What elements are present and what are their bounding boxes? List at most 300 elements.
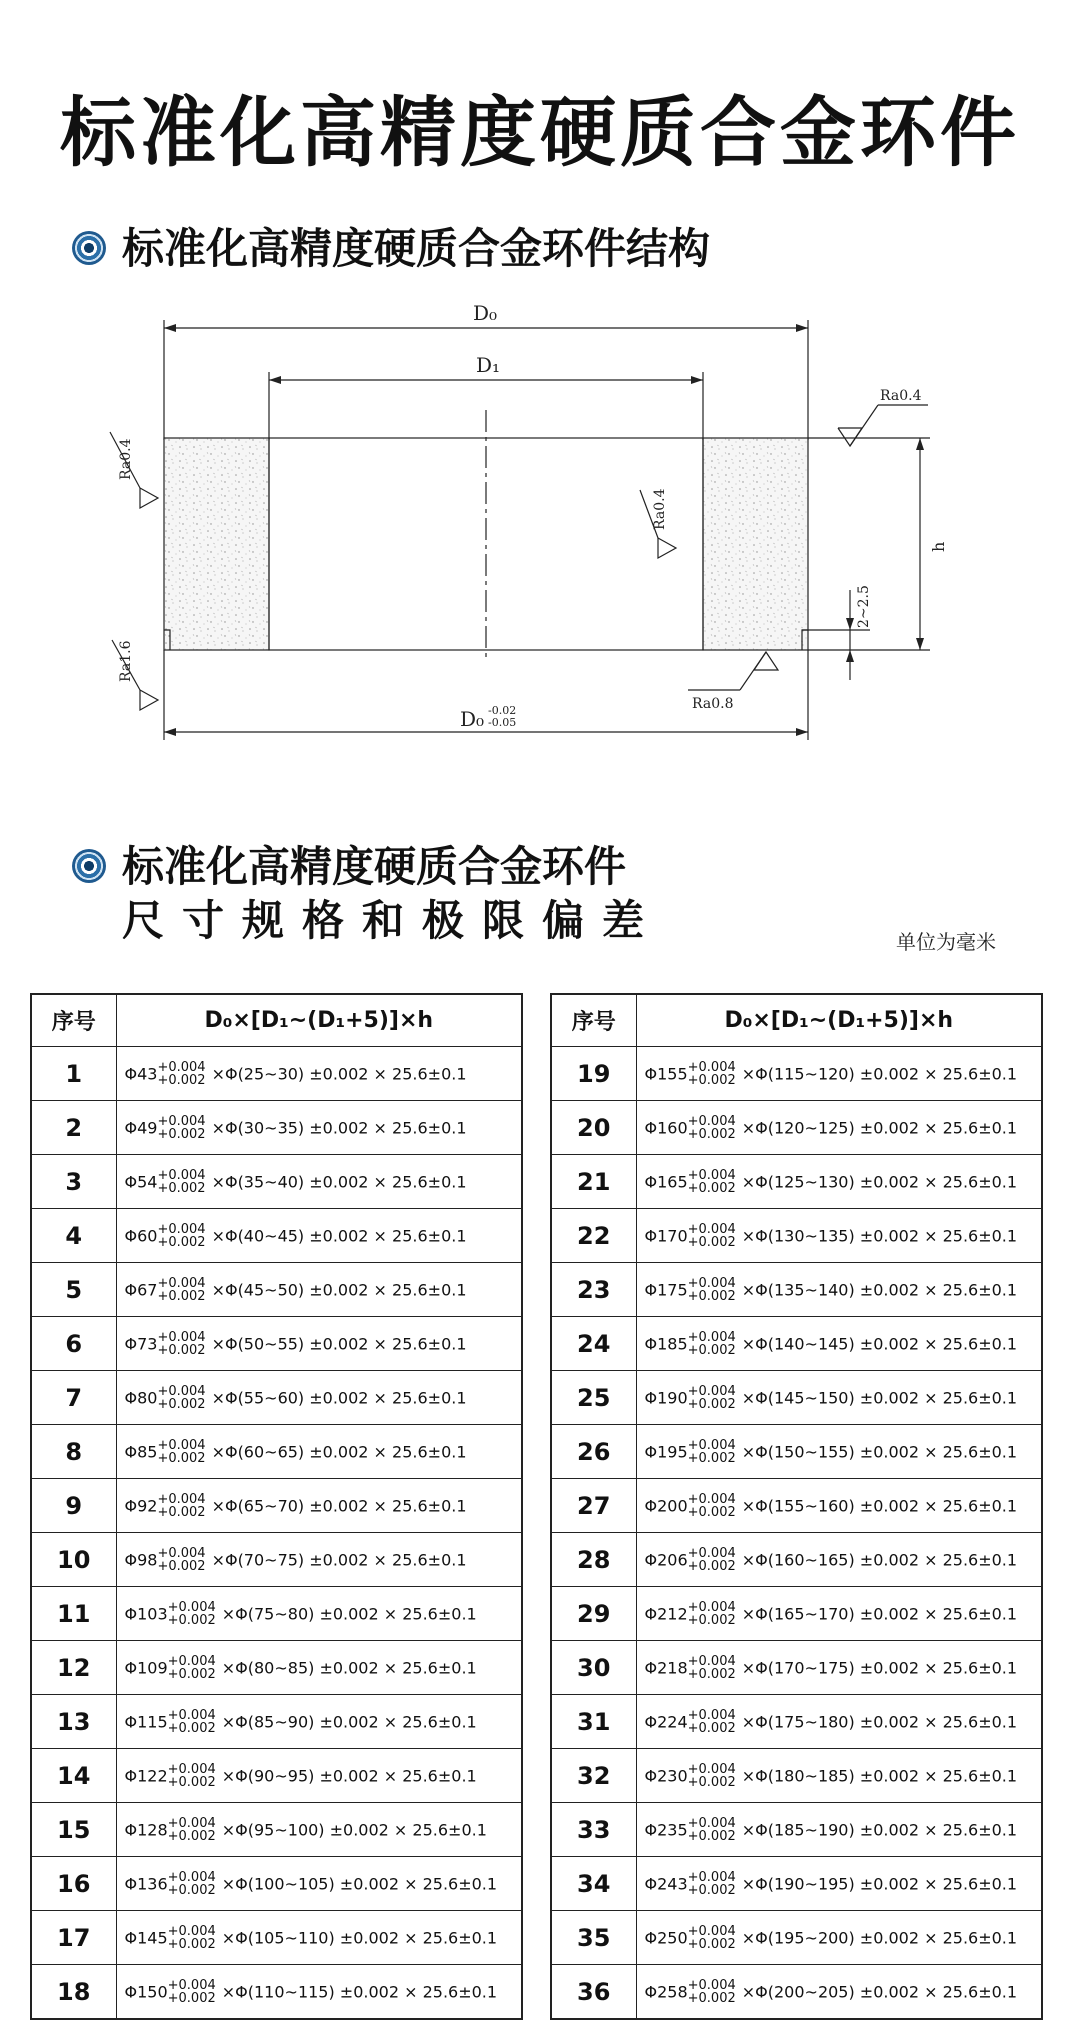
- ra-left-top: Ra0.4: [118, 438, 134, 480]
- step-label: 2~2.5: [856, 585, 872, 628]
- row-number: 10: [31, 1533, 116, 1587]
- tol-lower: +0.002: [157, 1342, 206, 1358]
- row-d0: Φ165: [644, 1172, 688, 1191]
- row-d0: Φ235: [644, 1820, 688, 1839]
- tol-lower: +0.002: [157, 1288, 206, 1304]
- row-number: 12: [31, 1641, 116, 1695]
- row-d0: Φ49: [124, 1118, 158, 1137]
- h-label: h: [929, 541, 948, 552]
- tol-lower: +0.002: [167, 1774, 216, 1790]
- table-row: [551, 1047, 1042, 1101]
- tol-upper: +0.004: [687, 1761, 736, 1777]
- row-spec-rest: ×Φ(180~185) ±0.002 × 25.6±0.1: [741, 1766, 1018, 1785]
- tol-lower: +0.002: [687, 1990, 736, 2006]
- table-row: [31, 1641, 522, 1695]
- tol-upper: +0.004: [687, 1977, 736, 1993]
- row-number: 6: [31, 1317, 116, 1371]
- tol-upper: +0.004: [157, 1221, 206, 1237]
- table-row: [31, 1209, 522, 1263]
- row-d0: Φ60: [124, 1226, 158, 1245]
- tol-upper: +0.004: [157, 1545, 206, 1561]
- row-spec-rest: ×Φ(80~85) ±0.002 × 25.6±0.1: [221, 1658, 477, 1677]
- tol-upper: +0.004: [167, 1869, 216, 1885]
- tol-lower: +0.002: [687, 1342, 736, 1358]
- table-row: [551, 1101, 1042, 1155]
- target-bullet-icon: [72, 849, 106, 883]
- row-d0: Φ230: [644, 1766, 688, 1785]
- row-d0: Φ170: [644, 1226, 688, 1245]
- d0-label: D₀: [473, 301, 498, 325]
- tol-upper: +0.004: [687, 1383, 736, 1399]
- tol-lower: +0.002: [687, 1612, 736, 1628]
- row-number: 27: [551, 1479, 636, 1533]
- row-d0-tolerance: [688, 1601, 736, 1627]
- row-spec: [636, 1047, 1042, 1101]
- row-number: 16: [31, 1857, 116, 1911]
- row-d0-tolerance: [168, 1925, 216, 1951]
- tol-upper: +0.004: [687, 1707, 736, 1723]
- tol-lower: +0.002: [157, 1558, 206, 1574]
- row-spec-rest: ×Φ(45~50) ±0.002 × 25.6±0.1: [211, 1280, 467, 1299]
- table-row: [551, 1857, 1042, 1911]
- table-row: [551, 1371, 1042, 1425]
- row-number: 32: [551, 1749, 636, 1803]
- row-spec-rest: ×Φ(90~95) ±0.002 × 25.6±0.1: [221, 1766, 477, 1785]
- tol-lower: +0.002: [687, 1288, 736, 1304]
- tol-lower: +0.002: [687, 1666, 736, 1682]
- row-d0: Φ224: [644, 1712, 688, 1731]
- table-row: [31, 1425, 522, 1479]
- tol-lower: +0.002: [167, 1882, 216, 1898]
- row-d0-tolerance: [157, 1169, 205, 1195]
- table-row: [31, 1911, 522, 1965]
- tol-lower: +0.002: [167, 1936, 216, 1952]
- tol-upper: +0.004: [167, 1815, 216, 1831]
- table-row: [31, 1317, 522, 1371]
- row-spec-rest: ×Φ(100~105) ±0.002 × 25.6±0.1: [221, 1874, 498, 1893]
- row-number: 15: [31, 1803, 116, 1857]
- table-row: [551, 1533, 1042, 1587]
- row-d0-tolerance: [688, 1547, 736, 1573]
- row-d0: Φ190: [644, 1388, 688, 1407]
- row-d0-tolerance: [168, 1601, 216, 1627]
- row-d0: Φ92: [124, 1496, 158, 1515]
- row-d0: Φ43: [124, 1064, 158, 1083]
- tol-lower: +0.002: [167, 1612, 216, 1628]
- row-d0-tolerance: [157, 1061, 205, 1087]
- d0-bottom-tol-upper: -0.02: [488, 704, 517, 717]
- row-d0: Φ243: [644, 1874, 688, 1893]
- tol-upper: +0.004: [687, 1923, 736, 1939]
- row-spec: [636, 1965, 1042, 2020]
- unit-note: 单位为毫米: [896, 930, 996, 954]
- row-spec: [636, 1155, 1042, 1209]
- table-row: [551, 1641, 1042, 1695]
- tol-lower: +0.002: [687, 1180, 736, 1196]
- row-spec: [116, 1047, 522, 1101]
- table-row: [31, 1479, 522, 1533]
- tol-upper: +0.004: [687, 1599, 736, 1615]
- row-spec: [116, 1263, 522, 1317]
- row-d0-tolerance: [157, 1277, 205, 1303]
- row-spec-rest: ×Φ(145~150) ±0.002 × 25.6±0.1: [741, 1388, 1018, 1407]
- row-d0: Φ109: [124, 1658, 168, 1677]
- row-spec: [116, 1371, 522, 1425]
- table-row: [551, 1803, 1042, 1857]
- row-d0: Φ122: [124, 1766, 168, 1785]
- tol-lower: +0.002: [167, 1828, 216, 1844]
- row-d0-tolerance: [688, 1277, 736, 1303]
- row-number: 5: [31, 1263, 116, 1317]
- row-number: 28: [551, 1533, 636, 1587]
- tol-upper: +0.004: [167, 1977, 216, 1993]
- tol-lower: +0.002: [157, 1072, 206, 1088]
- row-number: 26: [551, 1425, 636, 1479]
- row-spec-rest: ×Φ(200~205) ±0.002 × 25.6±0.1: [741, 1982, 1018, 2001]
- row-spec: [636, 1209, 1042, 1263]
- header-no: 序号: [31, 994, 116, 1047]
- table-row: [31, 1695, 522, 1749]
- table-row: [551, 1155, 1042, 1209]
- section-structure-title: 标准化高精度硬质合金环件结构: [122, 224, 711, 273]
- row-spec-rest: ×Φ(35~40) ±0.002 × 25.6±0.1: [211, 1172, 467, 1191]
- table-row: [551, 1479, 1042, 1533]
- row-number: 21: [551, 1155, 636, 1209]
- tol-lower: +0.002: [687, 1234, 736, 1250]
- row-spec: [636, 1479, 1042, 1533]
- ra-left-bottom: Ra1.6: [118, 640, 134, 682]
- tol-lower: +0.002: [167, 1666, 216, 1682]
- table-row: [551, 1587, 1042, 1641]
- row-number: 33: [551, 1803, 636, 1857]
- section-spec-title-line1: 标准化高精度硬质合金环件: [122, 842, 627, 891]
- row-number: 13: [31, 1695, 116, 1749]
- row-spec: [116, 1695, 522, 1749]
- row-spec-rest: ×Φ(85~90) ±0.002 × 25.6±0.1: [221, 1712, 477, 1731]
- ra-inner: Ra0.4: [652, 488, 668, 530]
- table-row: [31, 1749, 522, 1803]
- row-d0-tolerance: [157, 1385, 205, 1411]
- row-spec-rest: ×Φ(115~120) ±0.002 × 25.6±0.1: [741, 1064, 1018, 1083]
- row-spec: [636, 1371, 1042, 1425]
- row-d0-tolerance: [157, 1223, 205, 1249]
- row-d0-tolerance: [157, 1115, 205, 1141]
- section-spec-title: [122, 840, 662, 948]
- row-d0-tolerance: [688, 1331, 736, 1357]
- row-number: 14: [31, 1749, 116, 1803]
- row-spec-rest: ×Φ(175~180) ±0.002 × 25.6±0.1: [741, 1712, 1018, 1731]
- row-spec-rest: ×Φ(120~125) ±0.002 × 25.6±0.1: [741, 1118, 1018, 1137]
- tol-upper: +0.004: [687, 1437, 736, 1453]
- ra-top-right: Ra0.4: [880, 388, 922, 404]
- row-spec-rest: ×Φ(40~45) ±0.002 × 25.6±0.1: [211, 1226, 467, 1245]
- tol-upper: +0.004: [687, 1545, 736, 1561]
- row-spec-rest: ×Φ(195~200) ±0.002 × 25.6±0.1: [741, 1928, 1018, 1947]
- row-spec-rest: ×Φ(70~75) ±0.002 × 25.6±0.1: [211, 1550, 467, 1569]
- tol-lower: +0.002: [157, 1396, 206, 1412]
- row-spec-rest: ×Φ(170~175) ±0.002 × 25.6±0.1: [741, 1658, 1018, 1677]
- row-d0-tolerance: [157, 1439, 205, 1465]
- row-spec-rest: ×Φ(60~65) ±0.002 × 25.6±0.1: [211, 1442, 467, 1461]
- row-d0-tolerance: [168, 1979, 216, 2005]
- row-spec-rest: ×Φ(190~195) ±0.002 × 25.6±0.1: [741, 1874, 1018, 1893]
- row-number: 22: [551, 1209, 636, 1263]
- tol-lower: +0.002: [687, 1720, 736, 1736]
- tol-upper: +0.004: [167, 1653, 216, 1669]
- tol-upper: +0.004: [687, 1491, 736, 1507]
- row-d0-tolerance: [157, 1331, 205, 1357]
- row-d0: Φ212: [644, 1604, 688, 1623]
- row-spec-rest: ×Φ(165~170) ±0.002 × 25.6±0.1: [741, 1604, 1018, 1623]
- row-d0-tolerance: [688, 1925, 736, 1951]
- row-d0: Φ115: [124, 1712, 168, 1731]
- tol-lower: +0.002: [157, 1180, 206, 1196]
- row-number: 18: [31, 1965, 116, 2020]
- row-number: 19: [551, 1047, 636, 1101]
- table-row: [31, 1965, 522, 2020]
- row-d0: Φ85: [124, 1442, 158, 1461]
- row-number: 25: [551, 1371, 636, 1425]
- tol-lower: +0.002: [687, 1504, 736, 1520]
- row-spec: [116, 1749, 522, 1803]
- tol-upper: +0.004: [687, 1221, 736, 1237]
- row-number: 34: [551, 1857, 636, 1911]
- tol-lower: +0.002: [687, 1072, 736, 1088]
- row-spec-rest: ×Φ(65~70) ±0.002 × 25.6±0.1: [211, 1496, 467, 1515]
- tol-lower: +0.002: [687, 1936, 736, 1952]
- row-spec: [116, 1533, 522, 1587]
- row-spec: [636, 1425, 1042, 1479]
- tol-lower: +0.002: [687, 1396, 736, 1412]
- row-d0: Φ150: [124, 1982, 168, 2001]
- ra-bottom-right: Ra0.8: [692, 696, 734, 712]
- row-d0-tolerance: [168, 1655, 216, 1681]
- row-spec-rest: ×Φ(105~110) ±0.002 × 25.6±0.1: [221, 1928, 498, 1947]
- row-number: 4: [31, 1209, 116, 1263]
- table-row: [551, 1749, 1042, 1803]
- tol-upper: +0.004: [167, 1707, 216, 1723]
- tol-lower: +0.002: [687, 1558, 736, 1574]
- row-d0: Φ206: [644, 1550, 688, 1569]
- table-row: [551, 1317, 1042, 1371]
- tol-upper: +0.004: [687, 1815, 736, 1831]
- row-number: 11: [31, 1587, 116, 1641]
- row-number: 3: [31, 1155, 116, 1209]
- row-number: 8: [31, 1425, 116, 1479]
- tol-lower: +0.002: [157, 1234, 206, 1250]
- row-spec-rest: ×Φ(185~190) ±0.002 × 25.6±0.1: [741, 1820, 1018, 1839]
- tol-lower: +0.002: [687, 1828, 736, 1844]
- tol-lower: +0.002: [157, 1126, 206, 1142]
- section-structure-heading: [72, 222, 710, 276]
- row-spec: [636, 1101, 1042, 1155]
- section-spec-heading: [72, 840, 662, 948]
- row-d0-tolerance: [688, 1763, 736, 1789]
- row-spec: [636, 1749, 1042, 1803]
- tol-lower: +0.002: [687, 1126, 736, 1142]
- row-number: 29: [551, 1587, 636, 1641]
- row-number: 2: [31, 1101, 116, 1155]
- row-spec: [116, 1911, 522, 1965]
- table-row: [551, 1209, 1042, 1263]
- row-d0-tolerance: [168, 1871, 216, 1897]
- table-row: [551, 1911, 1042, 1965]
- row-number: 24: [551, 1317, 636, 1371]
- row-spec: [116, 1209, 522, 1263]
- tol-lower: +0.002: [687, 1882, 736, 1898]
- row-spec-rest: ×Φ(125~130) ±0.002 × 25.6±0.1: [741, 1172, 1018, 1191]
- table-row: [31, 1047, 522, 1101]
- spec-table-right: [550, 993, 1043, 2020]
- table-row: [31, 1857, 522, 1911]
- row-spec: [116, 1155, 522, 1209]
- row-spec: [636, 1803, 1042, 1857]
- row-d0-tolerance: [688, 1979, 736, 2005]
- row-d0: Φ218: [644, 1658, 688, 1677]
- row-spec: [636, 1857, 1042, 1911]
- row-spec-rest: ×Φ(140~145) ±0.002 × 25.6±0.1: [741, 1334, 1018, 1353]
- tol-upper: +0.004: [687, 1653, 736, 1669]
- tol-upper: +0.004: [687, 1329, 736, 1345]
- row-spec-rest: ×Φ(150~155) ±0.002 × 25.6±0.1: [741, 1442, 1018, 1461]
- row-spec-rest: ×Φ(50~55) ±0.002 × 25.6±0.1: [211, 1334, 467, 1353]
- row-d0: Φ80: [124, 1388, 158, 1407]
- row-d0-tolerance: [688, 1817, 736, 1843]
- row-d0-tolerance: [168, 1709, 216, 1735]
- spec-table-left: [30, 993, 523, 2020]
- row-spec: [116, 1425, 522, 1479]
- table-row: [31, 1803, 522, 1857]
- row-spec-rest: ×Φ(110~115) ±0.002 × 25.6±0.1: [221, 1982, 498, 2001]
- row-spec-rest: ×Φ(130~135) ±0.002 × 25.6±0.1: [741, 1226, 1018, 1245]
- row-spec: [636, 1587, 1042, 1641]
- row-d0: Φ258: [644, 1982, 688, 2001]
- row-spec-rest: ×Φ(135~140) ±0.002 × 25.6±0.1: [741, 1280, 1018, 1299]
- header-spec: D₀×[D₁~(D₁+5)]×h: [116, 994, 522, 1047]
- row-d0: Φ200: [644, 1496, 688, 1515]
- tol-upper: +0.004: [687, 1059, 736, 1075]
- header-spec: D₀×[D₁~(D₁+5)]×h: [636, 994, 1042, 1047]
- row-d0-tolerance: [168, 1817, 216, 1843]
- row-d0-tolerance: [688, 1061, 736, 1087]
- tol-lower: +0.002: [687, 1774, 736, 1790]
- table-row: [31, 1101, 522, 1155]
- target-bullet-icon: [72, 231, 106, 265]
- row-d0-tolerance: [157, 1547, 205, 1573]
- table-row: [31, 1263, 522, 1317]
- tol-upper: +0.004: [687, 1167, 736, 1183]
- tol-upper: +0.004: [157, 1491, 206, 1507]
- row-number: 20: [551, 1101, 636, 1155]
- row-number: 36: [551, 1965, 636, 2020]
- row-spec-rest: ×Φ(30~35) ±0.002 × 25.6±0.1: [211, 1118, 467, 1137]
- row-d0: Φ160: [644, 1118, 688, 1137]
- row-spec-rest: ×Φ(95~100) ±0.002 × 25.6±0.1: [221, 1820, 487, 1839]
- tol-upper: +0.004: [157, 1383, 206, 1399]
- row-d0: Φ185: [644, 1334, 688, 1353]
- row-spec: [116, 1857, 522, 1911]
- page-title: 标准化高精度硬质合金环件: [60, 88, 1020, 177]
- table-row: [31, 1371, 522, 1425]
- row-spec: [116, 1965, 522, 2020]
- tol-lower: +0.002: [687, 1450, 736, 1466]
- row-spec: [116, 1317, 522, 1371]
- row-d0-tolerance: [688, 1223, 736, 1249]
- row-d0: Φ128: [124, 1820, 168, 1839]
- row-d0: Φ145: [124, 1928, 168, 1947]
- table-row: [551, 1965, 1042, 2020]
- row-spec: [636, 1263, 1042, 1317]
- row-d0: Φ54: [124, 1172, 158, 1191]
- row-number: 31: [551, 1695, 636, 1749]
- tol-upper: +0.004: [157, 1059, 206, 1075]
- tol-upper: +0.004: [157, 1275, 206, 1291]
- row-spec-rest: ×Φ(75~80) ±0.002 × 25.6±0.1: [221, 1604, 477, 1623]
- table-row: [31, 1587, 522, 1641]
- row-d0-tolerance: [688, 1655, 736, 1681]
- table-row: [31, 1533, 522, 1587]
- row-d0: Φ103: [124, 1604, 168, 1623]
- row-number: 23: [551, 1263, 636, 1317]
- table-row: [551, 1695, 1042, 1749]
- row-d0: Φ67: [124, 1280, 158, 1299]
- row-spec: [636, 1911, 1042, 1965]
- tol-upper: +0.004: [167, 1923, 216, 1939]
- row-number: 7: [31, 1371, 116, 1425]
- row-spec-rest: ×Φ(160~165) ±0.002 × 25.6±0.1: [741, 1550, 1018, 1569]
- tol-lower: +0.002: [157, 1504, 206, 1520]
- row-number: 1: [31, 1047, 116, 1101]
- row-spec: [116, 1587, 522, 1641]
- tol-upper: +0.004: [157, 1167, 206, 1183]
- row-spec: [636, 1317, 1042, 1371]
- tol-upper: +0.004: [167, 1761, 216, 1777]
- row-spec-rest: ×Φ(25~30) ±0.002 × 25.6±0.1: [211, 1064, 467, 1083]
- row-spec-rest: ×Φ(155~160) ±0.002 × 25.6±0.1: [741, 1496, 1018, 1515]
- tol-upper: +0.004: [687, 1275, 736, 1291]
- row-number: 35: [551, 1911, 636, 1965]
- tol-lower: +0.002: [157, 1450, 206, 1466]
- row-spec: [636, 1533, 1042, 1587]
- tol-upper: +0.004: [157, 1329, 206, 1345]
- table-row: [31, 1155, 522, 1209]
- row-d0: Φ155: [644, 1064, 688, 1083]
- row-d0-tolerance: [688, 1115, 736, 1141]
- row-d0-tolerance: [157, 1493, 205, 1519]
- row-d0-tolerance: [688, 1493, 736, 1519]
- header-no: 序号: [551, 994, 636, 1047]
- d0-bottom-label: D₀: [460, 707, 485, 731]
- row-number: 9: [31, 1479, 116, 1533]
- row-d0-tolerance: [688, 1385, 736, 1411]
- row-spec: [636, 1641, 1042, 1695]
- table-row: [551, 1425, 1042, 1479]
- d1-label: D₁: [476, 353, 501, 377]
- row-spec-rest: ×Φ(55~60) ±0.002 × 25.6±0.1: [211, 1388, 467, 1407]
- row-d0: Φ98: [124, 1550, 158, 1569]
- row-d0-tolerance: [688, 1439, 736, 1465]
- row-spec: [116, 1641, 522, 1695]
- row-spec: [116, 1479, 522, 1533]
- tol-lower: +0.002: [167, 1990, 216, 2006]
- row-spec: [116, 1803, 522, 1857]
- tol-upper: +0.004: [157, 1437, 206, 1453]
- d0-bottom-tol-lower: -0.05: [488, 716, 517, 729]
- tol-upper: +0.004: [167, 1599, 216, 1615]
- tol-upper: +0.004: [687, 1869, 736, 1885]
- row-d0: Φ250: [644, 1928, 688, 1947]
- row-d0: Φ73: [124, 1334, 158, 1353]
